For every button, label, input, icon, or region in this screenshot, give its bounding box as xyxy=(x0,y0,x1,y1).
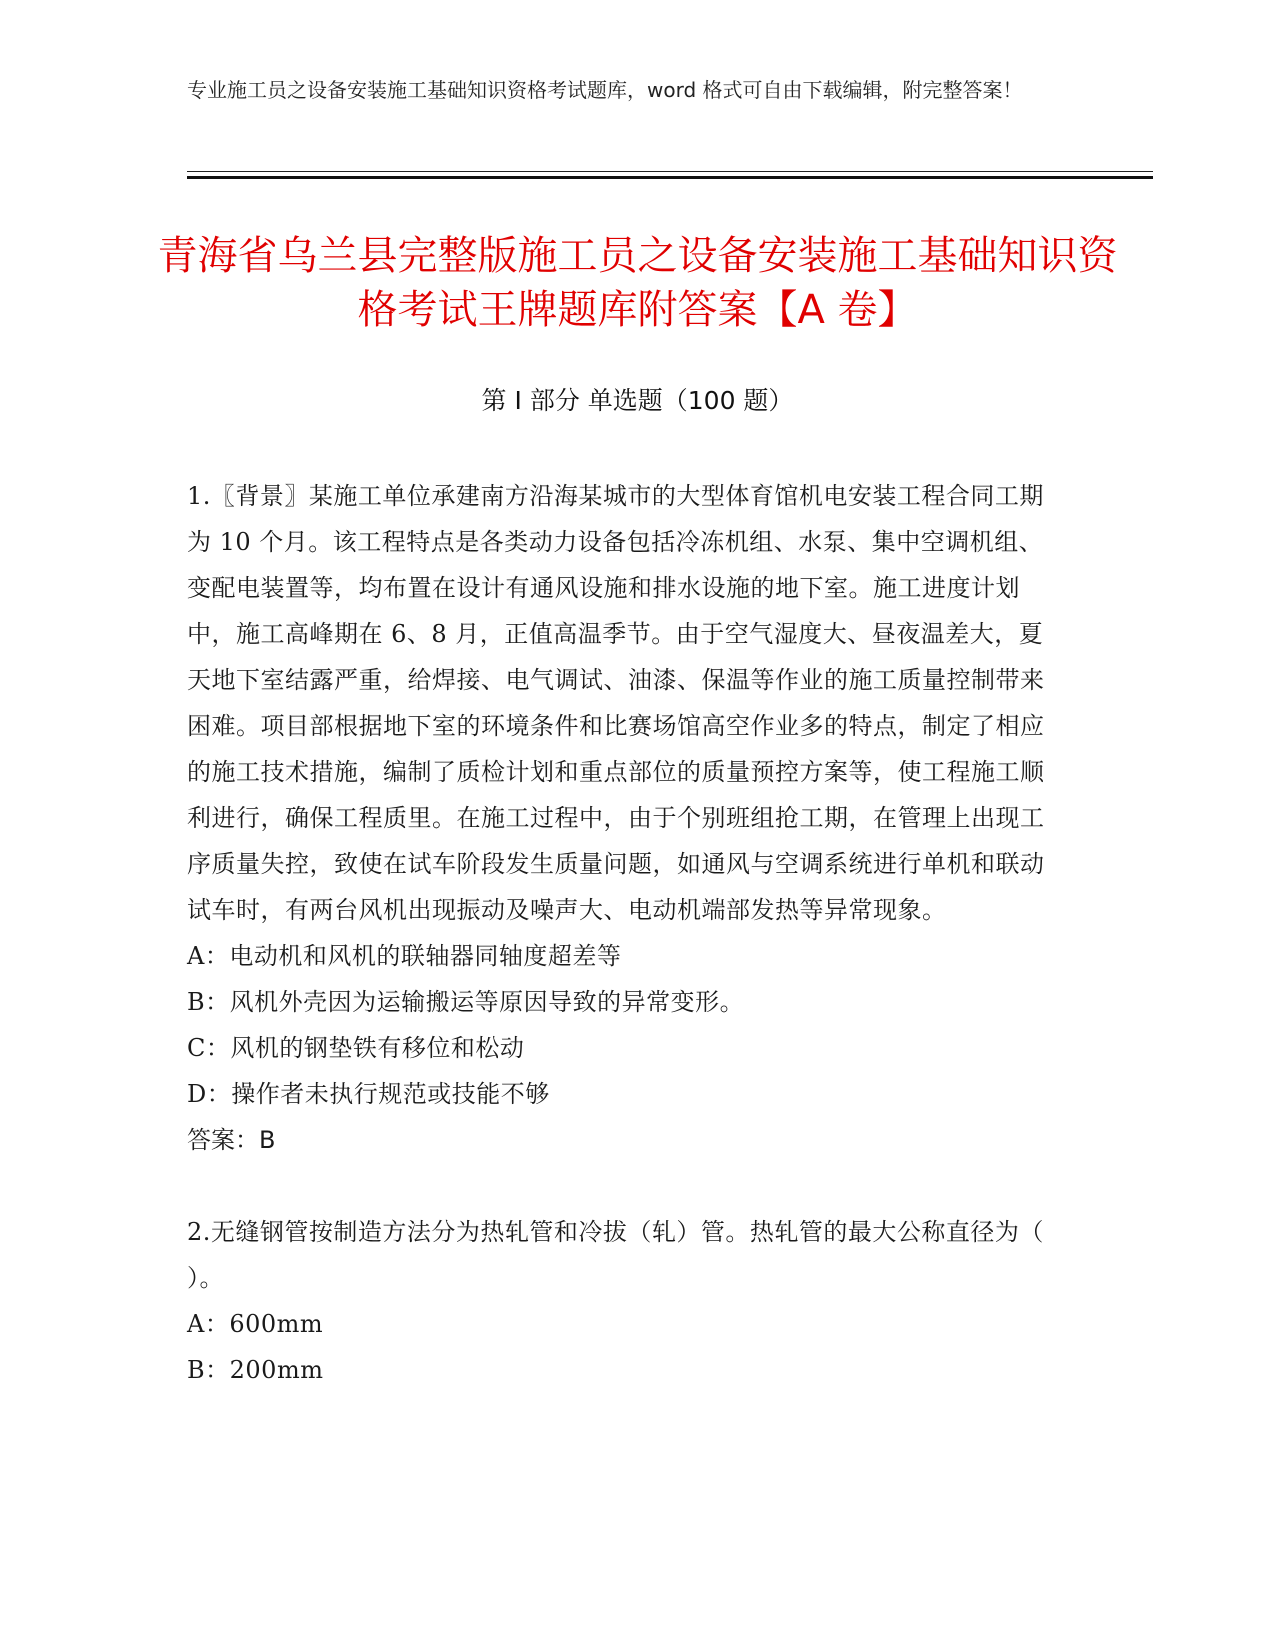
question-2 xyxy=(187,1209,1067,1393)
answer-text: 答案：B xyxy=(187,1126,276,1154)
option-d: D：操作者未执行规范或技能不够 xyxy=(187,1080,550,1108)
option-b: B：风机外壳因为运输搬运等原因导致的异常变形。 xyxy=(187,988,745,1016)
option-a: A：电动机和风机的联轴器同轴度超差等 xyxy=(187,942,622,970)
question-stem: 1.〖背景〗某施工单位承建南方沿海某城市的大型体育馆机电安装工程合同工期为 10 个月。该工程特点是各类动力设备包括冷冻机组、水泵、集中空调机组、变配电装置等，均布置在设计有通风设施和排水设施的地下室。施工进度计划中，施工高峰期在 6、8 月，正值高温季节。由于空气湿度大、昼夜温差大，夏天地下室结露严重，给焊接、电气调试、油漆、保温等作业的施工质量控制带来困难。项目部根据地下室的环境条件和比赛场馆高空作业多的特点，制定了相应的施工技术措施，编制了质检计划和重点部位的质量预控方案等，使工程施工顺利进行，确保工程质里。在施工过程中，由于个别班组抢工期，在管理上出现工序质量失控，致使在试车阶段发生质量问题，如通风与空调系统进行单机和联动试车时，有两台风机出现振动及噪声大、电动机端部发热等异常现象。 xyxy=(187,482,1045,924)
option-c: C：风机的钢垫铁有移位和松动 xyxy=(187,1034,525,1062)
header-divider-thin xyxy=(187,171,1153,172)
question-stem: 2.无缝钢管按制造方法分为热轧管和冷拔（轧）管。热轧管的最大公称直径为（ ）。 xyxy=(187,1218,1044,1292)
question-1 xyxy=(187,473,1067,1163)
question-list xyxy=(187,473,1067,1393)
document-title: 青海省乌兰县完整版施工员之设备安装施工基础知识资格考试王牌题库附答案【A 卷】 xyxy=(157,233,1118,333)
question-spacer xyxy=(187,1163,1067,1209)
header-note: 专业施工员之设备安装施工基础知识资格考试题库，word 格式可自由下载编辑，附完整答案！ xyxy=(187,78,1023,102)
option-a: A：600mm xyxy=(187,1310,324,1338)
header-divider-thick xyxy=(187,176,1153,179)
option-b: B：200mm xyxy=(187,1356,324,1384)
section-heading: 第 I 部分 单选题（100 题） xyxy=(481,386,794,415)
